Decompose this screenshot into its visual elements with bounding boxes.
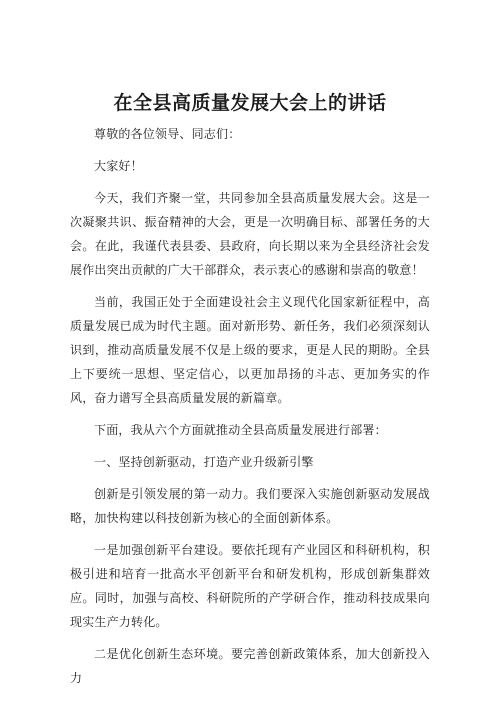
paragraph-innovation: 创新是引领发展的第一动力。我们要深入实施创新驱动发展战略，加快构建以科技创新为核心的全面创新体系。 xyxy=(70,487,430,525)
document-body xyxy=(70,122,430,690)
paragraph-opening: 今天，我们齐聚一堂，共同参加全县高质量发展大会。这是一次凝聚共识、振奋精神的大会，更是一次明确目标、部署任务的大会。在此，我谨代表县委、县政府，向长期以来为全县经济社会发展作出突出贡献的广大干部群众，表示衷心的感谢和崇高的敬意！ xyxy=(70,191,430,277)
section-heading-1: 一、坚持创新驱动，打造产业升级新引擎 xyxy=(94,455,314,469)
greeting: 大家好！ xyxy=(94,159,143,173)
paragraph-context: 当前，我国正处于全面建设社会主义现代化国家新征程中，高质量发展已成为时代主题。面对新形势、新任务，我们必须深刻认识到，推动高质量发展不仅是上级的要求，更是人民的期盼。全县上下要统一思想、坚定信心，以更加昂扬的斗志、更加务实的作风，奋力谱写全县高质量发展的新篇章。 xyxy=(70,295,430,405)
paragraph-point-1: 一是加强创新平台建设。要依托现有产业园区和科研机构，积极引进和培育一批高水平创新平台和研发机构，形成创新集群效应。同时，加强与高校、科研院所的产学研合作，推动科技成果向现实生产力转化。 xyxy=(70,543,430,629)
paragraph-outline: 下面，我从六个方面就推动全县高质量发展进行部署： xyxy=(94,423,387,437)
paragraph-point-2: 二是优化创新生态环境。要完善创新政策体系，加大创新投入力 xyxy=(70,647,430,685)
salutation: 尊敬的各位领导、同志们： xyxy=(94,127,241,141)
document-title: 在全县高质量发展大会上的讲话 xyxy=(113,92,387,114)
